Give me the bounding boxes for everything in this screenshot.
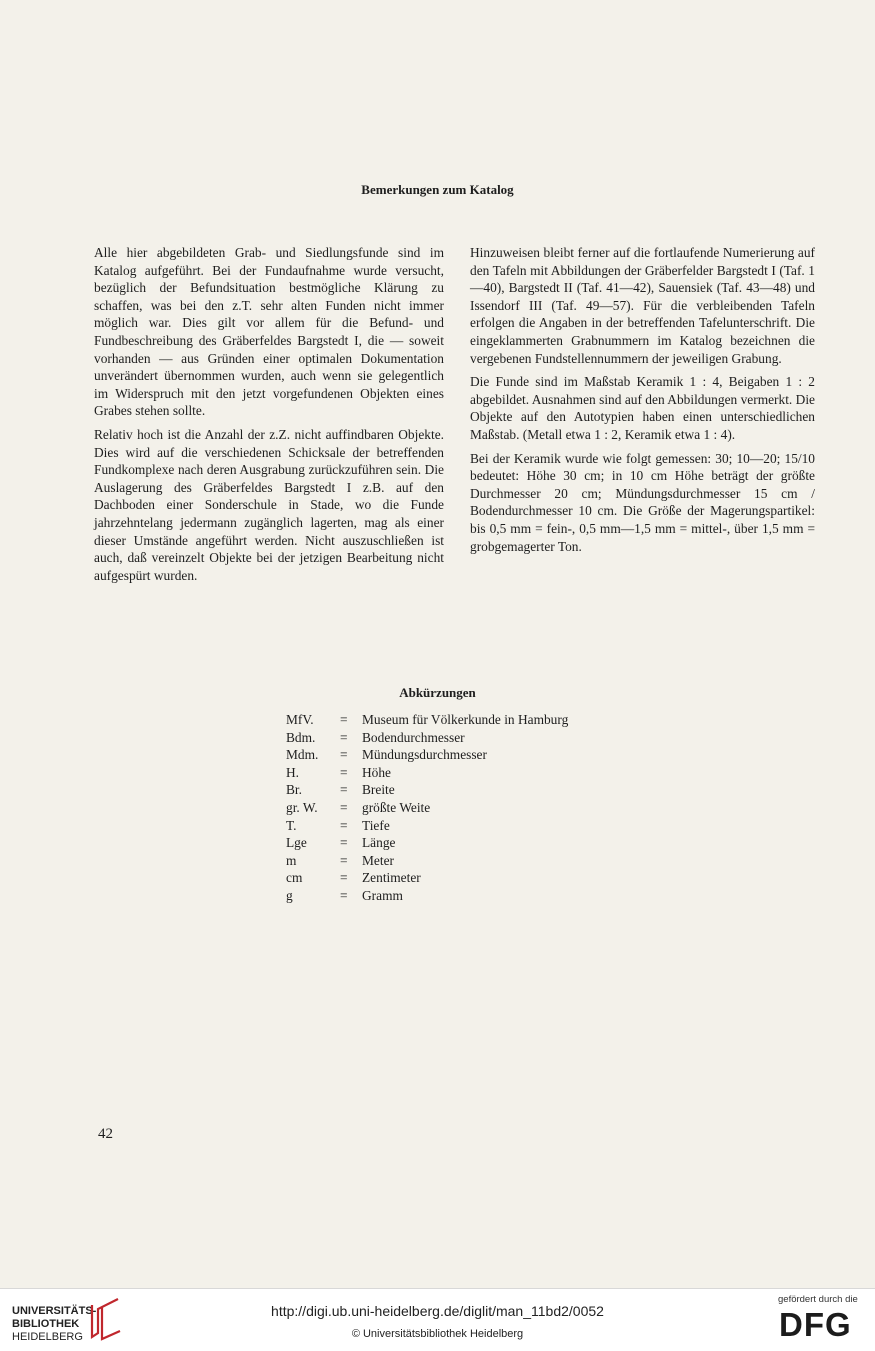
- abbreviation-meaning: Bodendurchmesser: [362, 729, 465, 745]
- equals-sign: =: [340, 852, 348, 868]
- footer-bar: [0, 1288, 875, 1351]
- equals-sign: =: [340, 835, 348, 851]
- equals-sign: =: [340, 799, 348, 815]
- right-text-column: [470, 244, 815, 561]
- library-name-line: UNIVERSITÄTS-: [12, 1305, 97, 1317]
- section-heading: Bemerkungen zum Katalog: [361, 182, 514, 197]
- abbreviation-term: Mdm.: [286, 747, 319, 763]
- left-text-column: [94, 244, 444, 590]
- abbreviation-row: [286, 746, 568, 764]
- equals-sign: =: [340, 747, 348, 763]
- equals-sign: =: [340, 712, 348, 727]
- abbreviation-meaning: Mündungsdurchmesser: [362, 747, 487, 763]
- library-name-line: HEIDELBERG: [12, 1331, 83, 1343]
- equals-sign: =: [340, 729, 348, 745]
- abbreviation-row: [286, 834, 568, 852]
- abbreviation-term: cm: [286, 870, 303, 886]
- abbreviation-term: g: [286, 887, 293, 903]
- abbreviation-meaning: Gramm: [362, 887, 403, 903]
- copyright-notice: © Universitätsbibliothek Heidelberg: [351, 1328, 524, 1340]
- abbreviation-term: Br.: [286, 782, 302, 798]
- permalink-url[interactable]: http://digi.ub.uni-heidelberg.de/diglit/man_11bd2/0052: [271, 1303, 604, 1319]
- abbreviation-meaning: Breite: [362, 782, 395, 798]
- abbreviation-term: H.: [286, 764, 300, 780]
- page-number: 42: [98, 1126, 113, 1142]
- abbreviation-term: T.: [286, 817, 297, 833]
- abbreviation-term: Bdm.: [286, 729, 316, 745]
- equals-sign: =: [340, 782, 348, 798]
- abbreviation-row: [286, 887, 568, 905]
- abbreviation-meaning: Höhe: [362, 764, 392, 780]
- abbreviation-row: [286, 781, 568, 799]
- equals-sign: =: [340, 870, 348, 886]
- abbreviation-term: m: [286, 852, 297, 868]
- paragraph: Bei der Keramik wurde wie folgt gemessen: 30; 10—20; 15/10 bedeutet: Höhe 30 cm; in 10 cm Höhe beträgt der größte Durchmesser 20 cm; Mündungsdurchmesser 15 cm / Bodendurchmesser 10 cm. Die Größe der Magerungspartikel: bis 0,5 mm = fein-, 0,5 mm—1,5 mm = mittel-, über 1,5 mm = grobgemagerter Ton.: [470, 450, 815, 554]
- abbreviations-heading: Abkürzungen: [399, 685, 476, 700]
- abbreviation-term: MfV.: [286, 712, 314, 727]
- abbreviation-meaning: Länge: [362, 835, 396, 851]
- paragraph: Relativ hoch ist die Anzahl der z.Z. nicht auffindbaren Objekte. Dies wird auf die verschiedenen Schicksale der betreffenden Fundkomplexe nach deren Ausgrabung zurückzuführen sein. Die Auslagerung des Gräberfeldes Bargstedt I z.B. auf den Dachboden einer Sonderschule in Stade, wo die Funde jahrzehntelang jedermann zugänglich lagerten, mag als einer dieser Umstände angeführt werden. Nicht auszuschließen ist auch, daß vereinzelt Objekte bei der jetzigen Bearbeitung nicht aufgespürt wurden.: [94, 426, 444, 583]
- equals-sign: =: [340, 764, 348, 780]
- abbreviation-meaning: größte Weite: [362, 799, 431, 815]
- abbreviations-table: [286, 711, 568, 905]
- abbreviation-row: [286, 852, 568, 870]
- abbreviation-term: Lge: [286, 835, 307, 851]
- abbreviation-meaning: Museum für Völkerkunde in Hamburg: [362, 712, 569, 727]
- equals-sign: =: [340, 887, 348, 903]
- paragraph: Die Funde sind im Maßstab Keramik 1 : 4, Beigaben 1 : 2 abgebildet. Ausnahmen sind auf den Abbildungen vermerkt. Die Objekte auf den Autotypien haben einen unterschiedlichen Maßstab. (Metall etwa 1 : 2, Keramik etwa 1 : 4).: [470, 374, 815, 442]
- abbreviation-row: [286, 817, 568, 835]
- abbreviation-row: [286, 869, 568, 887]
- paragraph: Alle hier abgebildeten Grab- und Siedlungsfunde sind im Katalog aufgeführt. Bei der Fundaufnahme wurde versucht, bezüglich der Befundsituation bestmögliche Klärung zu schaffen, was bei den z.T. sehr alten Funden nicht immer möglich war. Dies gilt vor allem für die Befund- und Fundbeschreibung des Gräberfeldes Bargstedt I, die — soweit vorhanden — aus Gründen einer optimalen Dokumentation unverändert übernommen wurden, auch wenn sie gelegentlich im Widerspruch mit den jetzt vorgefundenen Objekten eines Grabes stehen sollte.: [94, 245, 444, 419]
- abbreviation-meaning: Meter: [362, 852, 394, 868]
- abbreviation-row: [286, 729, 568, 747]
- dfg-logo: DFG: [779, 1306, 852, 1343]
- abbreviation-meaning: Zentimeter: [362, 870, 421, 886]
- abbreviation-row: [286, 711, 568, 729]
- abbreviation-meaning: Tiefe: [362, 817, 390, 833]
- abbreviation-row: [286, 764, 568, 782]
- equals-sign: =: [340, 817, 348, 833]
- paragraph: Hinzuweisen bleibt ferner auf die fortlaufende Numerierung auf den Tafeln mit Abbildungen der Gräberfelder Bargstedt I (Taf. 1—40), Bargstedt II (Taf. 41—42), Sauensiek (Taf. 43—48) und Issendorf III (Taf. 49—57). Für die verbleibenden Tafeln erfolgen die Angaben in der betreffenden Tafelunterschrift. Die eingeklammerten Grabnummern im Katalog bezeichnen die vergebenen Fundstellennummern der jeweiligen Grabung.: [470, 245, 815, 366]
- abbreviation-term: gr. W.: [286, 799, 318, 815]
- abbreviation-row: [286, 799, 568, 817]
- funding-caption: gefördert durch die: [778, 1294, 858, 1305]
- library-name-line: BIBLIOTHEK: [12, 1318, 80, 1330]
